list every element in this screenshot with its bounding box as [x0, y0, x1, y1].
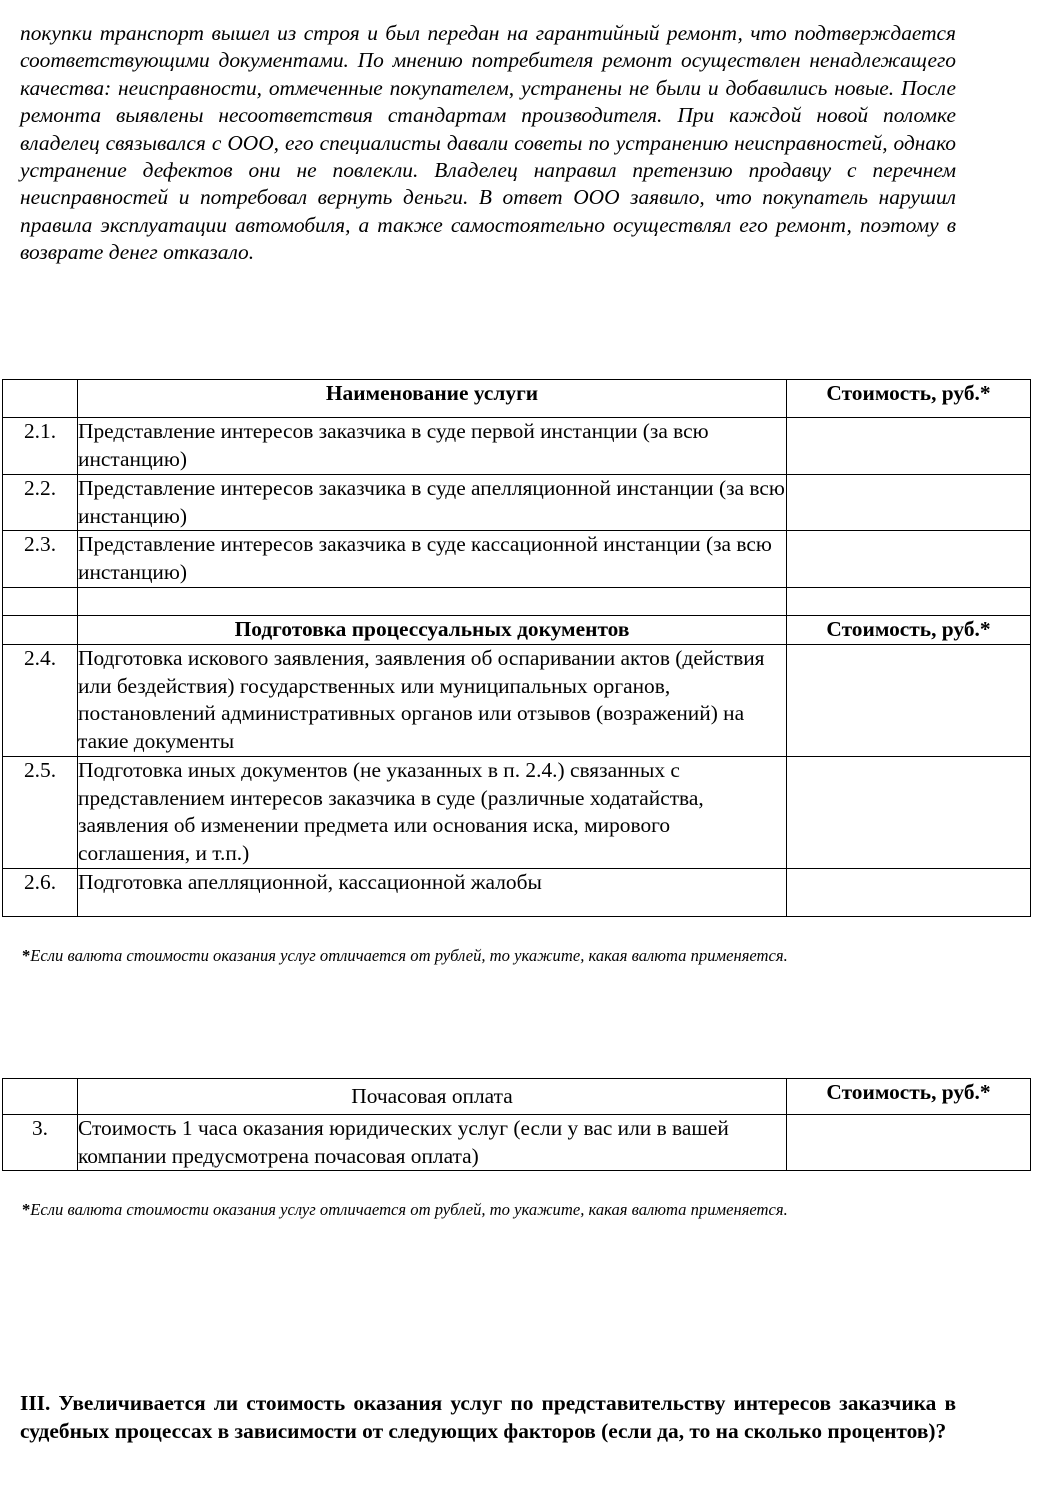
- header-service-name: Наименование услуги: [78, 380, 787, 418]
- footnote-asterisk: *: [22, 1200, 31, 1219]
- row-number: 2.6.: [3, 869, 78, 917]
- empty-cell: [3, 588, 78, 616]
- price-input-cell[interactable]: [787, 418, 1031, 475]
- row-number: 3.: [3, 1115, 78, 1171]
- table-row: [3, 531, 1031, 588]
- table-row: [3, 1115, 1031, 1171]
- price-input-cell[interactable]: [787, 645, 1031, 757]
- table-row: [3, 869, 1031, 917]
- service-name: Подготовка апелляционной, кассационной жалобы: [78, 869, 787, 917]
- header-price: Стоимость, руб.*: [787, 1079, 1031, 1115]
- table-header-row: [3, 380, 1031, 418]
- service-name: Стоимость 1 часа оказания юридических услуг (если у вас или в вашей компании предусмотрена почасовая оплата): [78, 1115, 787, 1171]
- service-name: Подготовка искового заявления, заявления об оспаривании актов (действия или бездействия) государственных или муниципальных органов, постановлений административных органов или отзывов (возражений) на такие документы: [78, 645, 787, 757]
- price-input-cell[interactable]: [787, 757, 1031, 869]
- header-hourly-title: Почасовая оплата: [78, 1079, 787, 1115]
- row-number: 2.3.: [3, 531, 78, 588]
- empty-cell: [78, 588, 787, 616]
- empty-spacer-row: [3, 588, 1031, 616]
- table-header-row: [3, 1079, 1031, 1115]
- footnote-text: Если валюта стоимости оказания услуг отличается от рублей, то укажите, какая валюта применяется.: [30, 946, 788, 965]
- section-number-cell: [3, 616, 78, 645]
- hourly-rate-table: [2, 1078, 1031, 1171]
- section-header-row: [3, 616, 1031, 645]
- currency-footnote: [22, 946, 788, 966]
- service-name: Подготовка иных документов (не указанных в п. 2.4.) связанных с представлением интересов заказчика в суде (различные ходатайства, заявления об изменении предмета или основания иска, мирового соглашения, и т.п.): [78, 757, 787, 869]
- footnote-text: Если валюта стоимости оказания услуг отличается от рублей, то укажите, какая валюта применяется.: [30, 1200, 788, 1219]
- empty-cell: [787, 588, 1031, 616]
- section-price-header: Стоимость, руб.*: [787, 616, 1031, 645]
- header-price: Стоимость, руб.*: [787, 380, 1031, 418]
- currency-footnote: [22, 1200, 788, 1220]
- row-number: 2.4.: [3, 645, 78, 757]
- price-input-cell[interactable]: [787, 1115, 1031, 1171]
- row-number: 2.5.: [3, 757, 78, 869]
- court-services-pricing-table: [2, 379, 1031, 917]
- row-number: 2.1.: [3, 418, 78, 475]
- table-row: [3, 418, 1031, 475]
- table-row: [3, 757, 1031, 869]
- case-description-paragraph: покупки транспорт вышел из строя и был передан на гарантийный ремонт, что подтверждается соответствующими документами. По мнению потребителя ремонт осуществлен ненадлежащего качества: неисправности, отмеченные покупателем, устранены не были и добавились новые. После ремонта выявлены несоответствия стандартам производителя. При каждой новой поломке владелец связывался с ООО, его специалисты давали советы по устранению неисправностей, однако устранение дефектов они не повлекли. Владелец направил претензию продавцу с перечнем неисправностей и потребовал вернуть деньги. В ответ ООО заявило, что покупатель нарушил правила эксплуатации автомобиля, а также самостоятельно осуществлял его ремонт, поэтому в возврате денег отказало.: [20, 21, 956, 265]
- table-row: [3, 475, 1031, 531]
- footnote-asterisk: *: [22, 946, 31, 965]
- section-question-heading: III. Увеличивается ли стоимость оказания услуг по представительству интересов заказчика в судебных процессах в зависимости от следующих факторов (если да, то на сколько процентов)?: [20, 1391, 956, 1444]
- section-title: Подготовка процессуальных документов: [78, 616, 787, 645]
- price-input-cell[interactable]: [787, 869, 1031, 917]
- price-input-cell[interactable]: [787, 531, 1031, 588]
- service-name: Представление интересов заказчика в суде первой инстанции (за всю инстанцию): [78, 418, 787, 475]
- header-number-cell: [3, 1079, 78, 1115]
- header-number-cell: [3, 380, 78, 418]
- row-number: 2.2.: [3, 475, 78, 531]
- service-name: Представление интересов заказчика в суде апелляционной инстанции (за всю инстанцию): [78, 475, 787, 531]
- service-name: Представление интересов заказчика в суде кассационной инстанции (за всю инстанцию): [78, 531, 787, 588]
- price-input-cell[interactable]: [787, 475, 1031, 531]
- table-row: [3, 645, 1031, 757]
